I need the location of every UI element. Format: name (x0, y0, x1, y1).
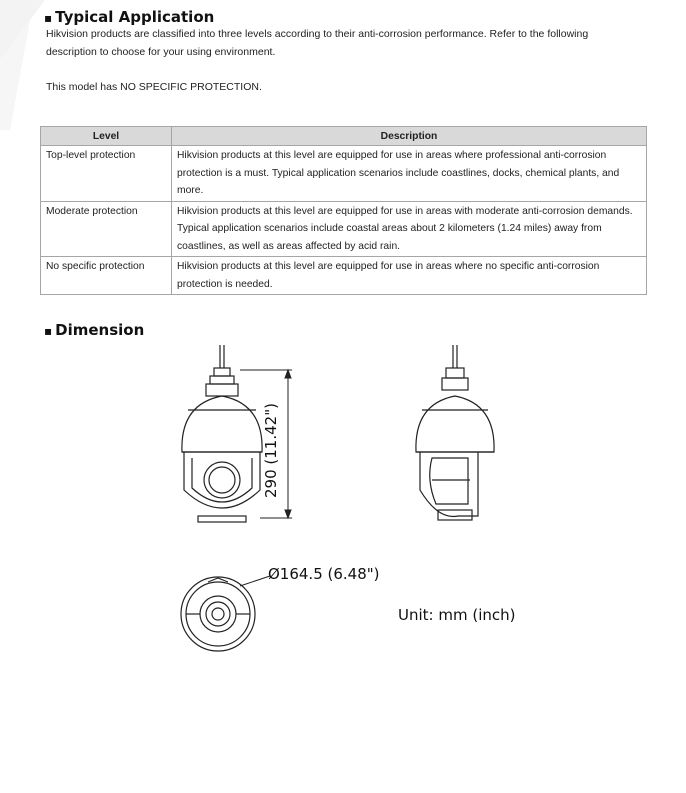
row-description: Hikvision products at this level are equipped for use in areas with moderate anti-corrosion demands. Typical application scenarios include coastal areas about 2 kilometers (1.24 miles) away from coastlines, as well as areas affected by acid rain. (172, 201, 647, 257)
heading-text: Dimension (55, 321, 145, 339)
unit-label: Unit: mm (inch) (398, 606, 516, 624)
row-description: Hikvision products at this level are equipped for use in areas where professional anti-corrosion protection is a must. Typical application scenarios include coastlines, docks, chemical plants, and more. (172, 146, 647, 202)
dimension-heading (44, 321, 144, 339)
protection-level-table (40, 126, 647, 295)
typical-application-heading (44, 8, 214, 26)
intro-line-2: description to choose for your using environment. (46, 46, 276, 58)
table-row (41, 201, 647, 257)
heading-text: Typical Application (55, 8, 215, 26)
camera-bottom-view-drawing (178, 570, 278, 660)
heading-bullet: ▪ (44, 324, 53, 338)
row-level: Top-level protection (41, 146, 172, 202)
table-header-row (41, 127, 647, 146)
table-row (41, 257, 647, 295)
model-protection-note: This model has NO SPECIFIC PROTECTION. (46, 81, 262, 93)
table-row (41, 146, 647, 202)
header-level: Level (41, 127, 172, 146)
camera-side-view-drawing (408, 340, 508, 530)
intro-line-1: Hikvision products are classified into three levels according to their anti-corrosion performance. Refer to the following (46, 28, 589, 40)
heading-bullet: ▪ (44, 11, 53, 25)
row-level: Moderate protection (41, 201, 172, 257)
camera-front-view-drawing (170, 340, 300, 530)
row-description: Hikvision products at this level are equipped for use in areas where no specific anti-corrosion protection is needed. (172, 257, 647, 295)
intro-paragraph (46, 25, 646, 61)
height-dimension-label: 290 (11.42") (262, 403, 280, 498)
header-description: Description (172, 127, 647, 146)
diameter-dimension-label: Ø164.5 (6.48") (268, 565, 380, 583)
row-level: No specific protection (41, 257, 172, 295)
